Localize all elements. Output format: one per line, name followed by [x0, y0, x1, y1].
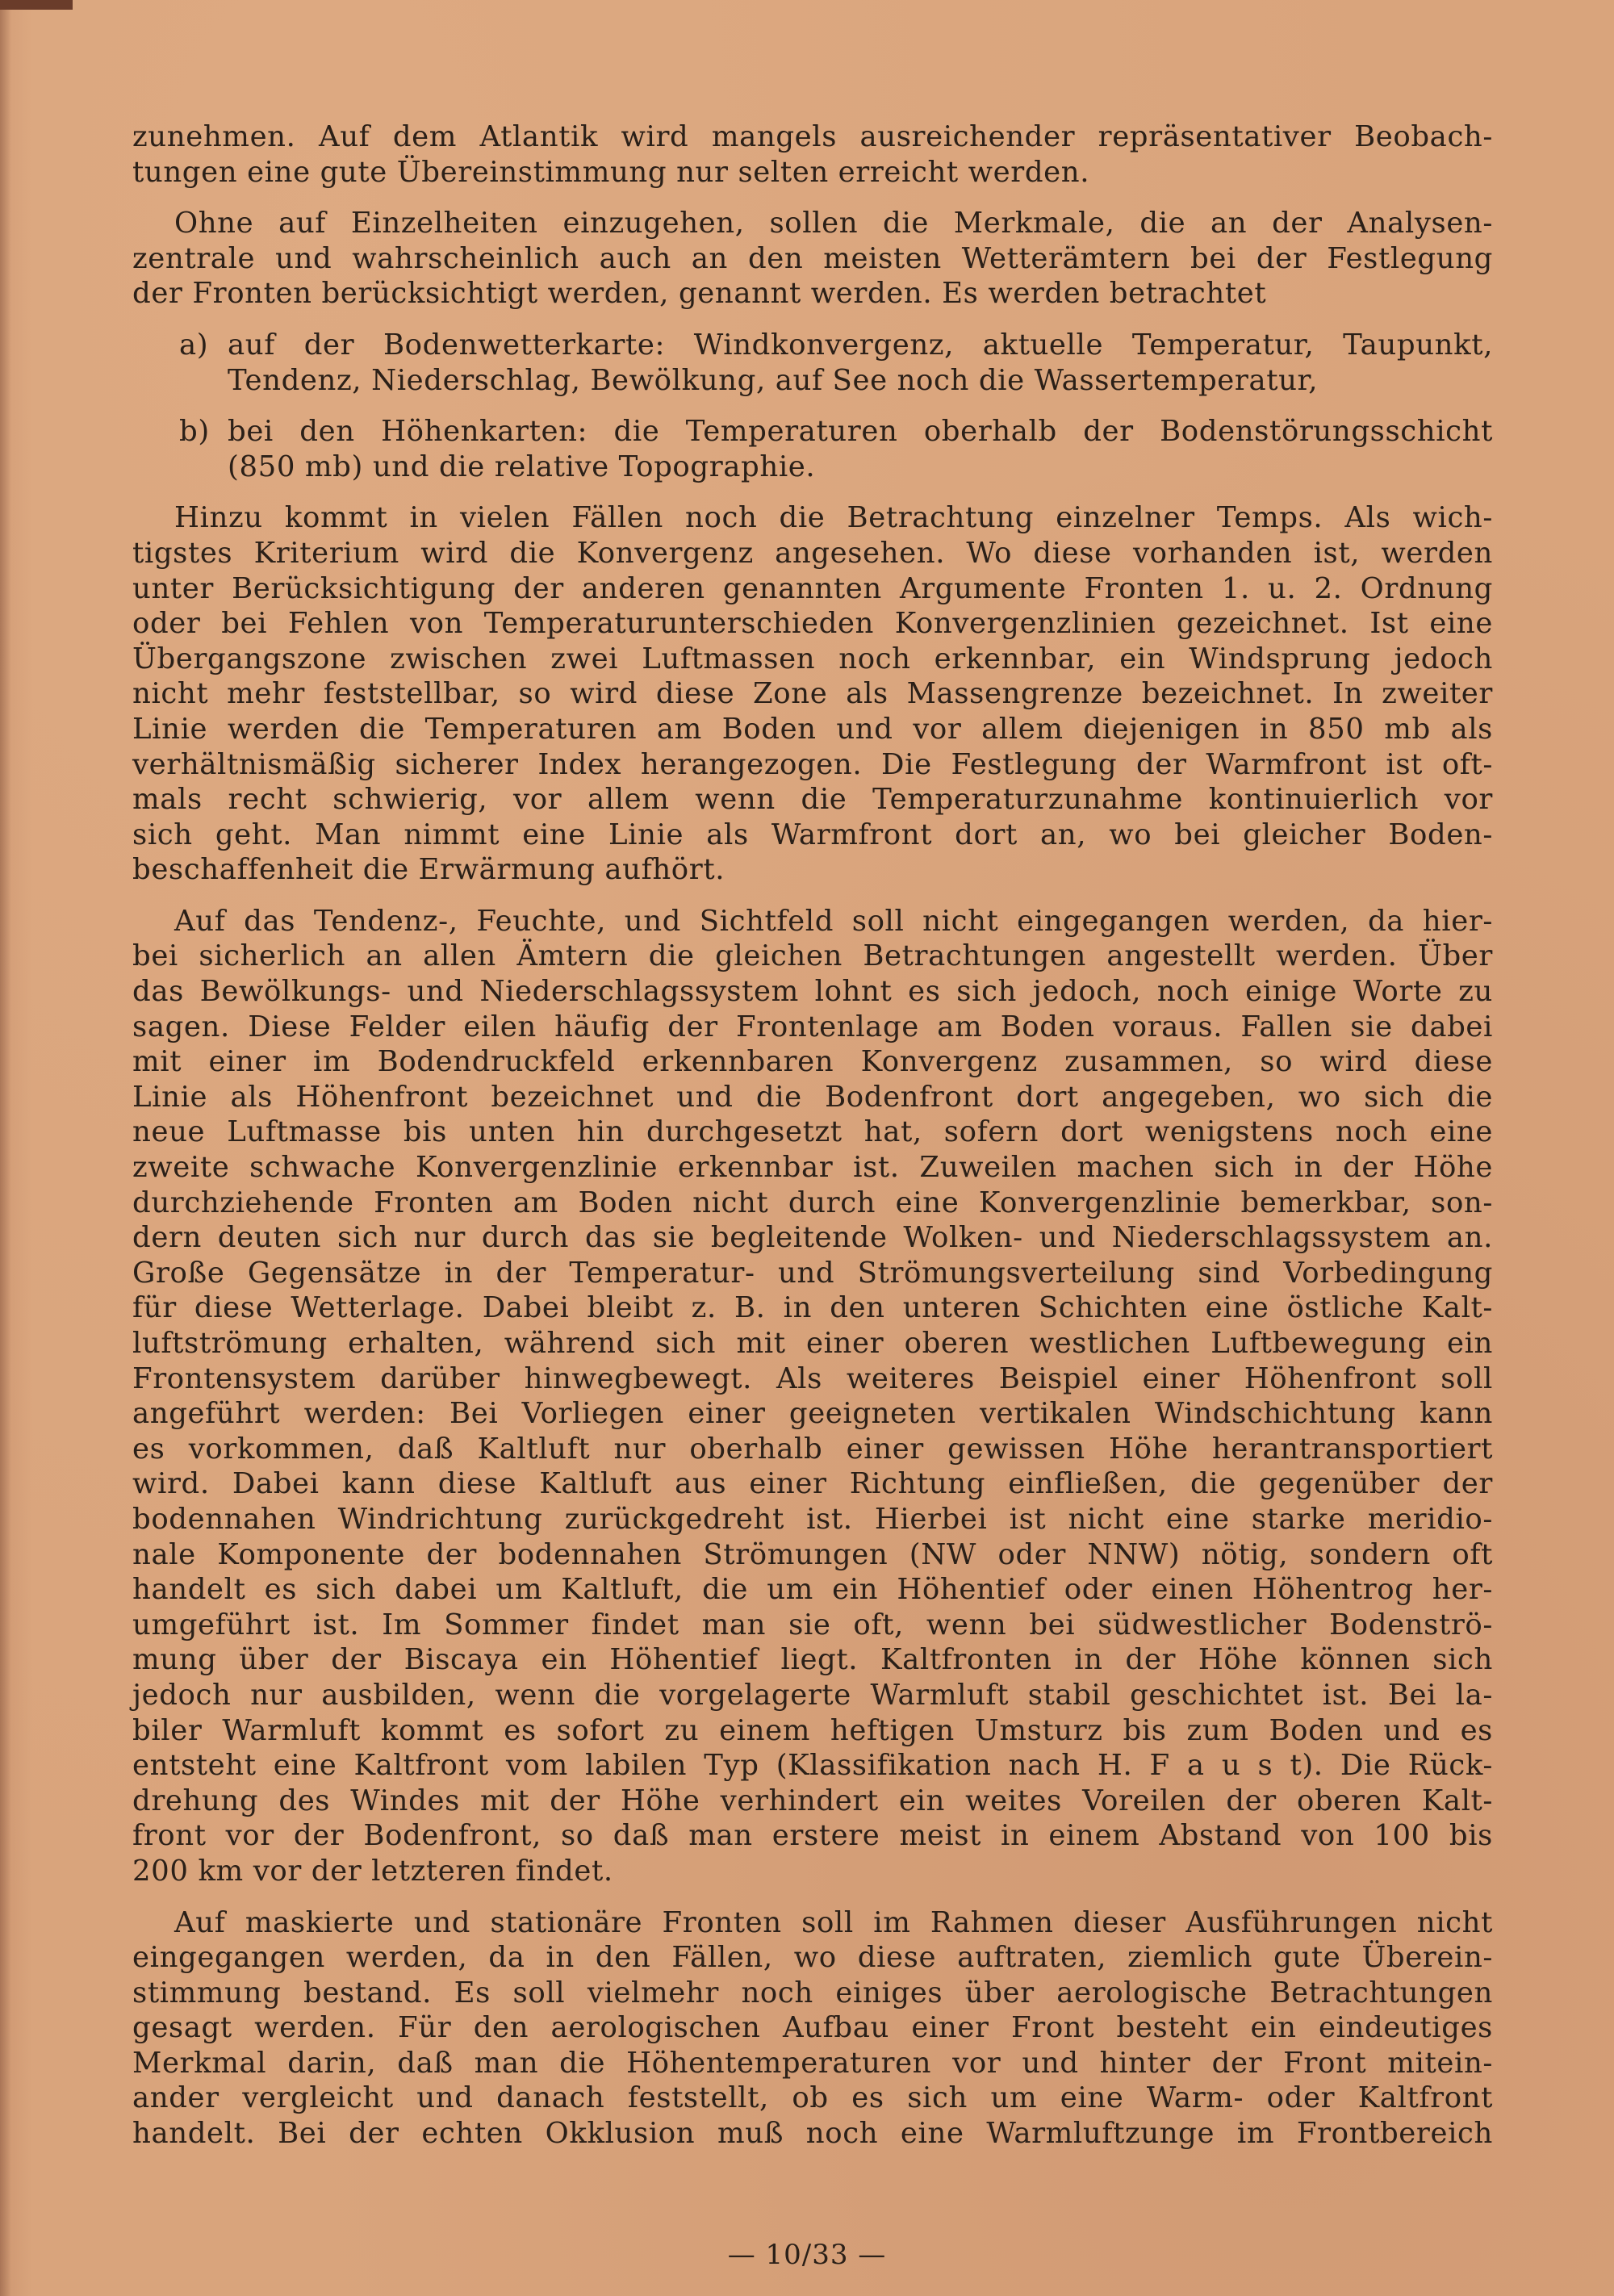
- text-line: es vorkommen, daß Kaltluft nur oberhalb einer gewissen Höhe herantransportiert: [132, 1432, 1493, 1466]
- text-line: handelt es sich dabei um Kaltluft, die um ein Höhentief oder einen Höhentrog her-: [132, 1573, 1493, 1607]
- text-line: dern deuten sich nur durch das sie begleitende Wolken- und Niederschlagssystem an.: [132, 1221, 1493, 1255]
- text-line: unter Berücksichtigung der anderen genannten Argumente Fronten 1. u. 2. Ordnung: [132, 571, 1493, 605]
- text-line: drehung des Windes mit der Höhe verhindert ein weites Voreilen der oberen Kalt-: [132, 1784, 1493, 1817]
- text-line: oder bei Fehlen von Temperaturunterschieden Konvergenzlinien gezeichnet. Ist eine: [132, 607, 1493, 641]
- text-line: gesagt werden. Für den aerologischen Aufbau einer Front besteht ein eindeutiges: [132, 2011, 1493, 2045]
- text-line: Linie als Höhenfront bezeichnet und die Bodenfront dort angegeben, wo sich die: [132, 1080, 1493, 1114]
- text-line: bodennahen Windrichtung zurückgedreht ist. Hierbei ist nicht eine starke meridio-: [132, 1502, 1493, 1536]
- text-line: zweite schwache Konvergenzlinie erkennbar ist. Zuweilen machen sich in der Höhe: [132, 1151, 1493, 1185]
- text-line: Auf maskierte und stationäre Fronten soll im Rahmen dieser Ausführungen nicht: [174, 1905, 1493, 1939]
- text-line: entsteht eine Kaltfront vom labilen Typ (Klassifikation nach H. F a u s t). Die Rück-: [132, 1749, 1493, 1783]
- text-line: angeführt werden: Bei Vorliegen einer geeigneten vertikalen Windschichtung kann: [132, 1397, 1493, 1431]
- text-line: tungen eine gute Übereinstimmung nur selten erreicht werden.: [132, 155, 1090, 189]
- text-line: Merkmal darin, daß man die Höhentemperaturen vor und hinter der Front mitein-: [132, 2046, 1493, 2080]
- text-line: handelt. Bei der echten Okklusion muß noch eine Warmluftzunge im Frontbereich: [132, 2117, 1493, 2151]
- paragraph-1: [132, 119, 1493, 190]
- text-line: sich geht. Man nimmt eine Linie als Warmfront dort an, wo bei gleicher Boden-: [132, 818, 1493, 851]
- text-line: eingegangen werden, da in den Fällen, wo diese auftraten, ziemlich gute Überein-: [132, 1941, 1493, 1975]
- text-line: Übergangszone zwischen zwei Luftmassen noch erkennbar, ein Windsprung jedoch: [132, 642, 1493, 675]
- text-line: umgeführt ist. Im Sommer findet man sie oft, wenn bei südwestlicher Bodenströ-: [132, 1608, 1493, 1641]
- text-line: nicht mehr feststellbar, so wird diese Zone als Massengrenze bezeichnet. In zweiter: [132, 677, 1493, 711]
- text-line: der Fronten berücksichtigt werden, genannt werden. Es werden betrachtet: [132, 277, 1267, 311]
- text-line: Auf das Tendenz-, Feuchte, und Sichtfeld soll nicht eingegangen werden, da hier-: [174, 904, 1493, 938]
- text-line: Frontensystem darüber hinwegbewegt. Als weiteres Beispiel einer Höhenfront soll: [132, 1361, 1493, 1395]
- text-line: Ohne auf Einzelheiten einzugehen, sollen die Merkmale, die an der Analysen-: [174, 207, 1493, 240]
- paragraph-3: [132, 500, 1493, 888]
- text-line: stimmung bestand. Es soll vielmehr noch einiges über aerologische Betrachtungen: [132, 1976, 1493, 2010]
- list-item-b: [132, 414, 1493, 484]
- text-line: für diese Wetterlage. Dabei bleibt z. B. in den unteren Schichten eine östliche Kalt-: [132, 1291, 1493, 1325]
- text-line: auf der Bodenwetterkarte: Windkonvergenz, aktuelle Temperatur, Taupunkt,: [228, 328, 1493, 362]
- text-line: neue Luftmasse bis unten hin durchgesetzt hat, sofern dort wenigstens noch eine: [132, 1115, 1493, 1149]
- text-line: Hinzu kommt in vielen Fällen noch die Betrachtung einzelner Temps. Als wich-: [174, 501, 1493, 535]
- list-marker: b): [179, 415, 210, 449]
- paragraph-5: [132, 1905, 1493, 2152]
- text-line: Linie werden die Temperaturen am Boden und vor allem diejenigen in 850 mb als: [132, 712, 1493, 746]
- text-line: jedoch nur ausbilden, wenn die vorgelagerte Warmluft stabil geschichtet ist. Bei la-: [132, 1678, 1493, 1712]
- text-line: bei sicherlich an allen Ämtern die gleichen Betrachtungen angestellt werden. Über: [132, 939, 1493, 973]
- text-line: zentrale und wahrscheinlich auch an den meisten Wetterämtern bei der Festlegung: [132, 241, 1493, 275]
- text-line: mung über der Biscaya ein Höhentief liegt. Kaltfronten in der Höhe können sich: [132, 1643, 1493, 1677]
- paragraph-2: [132, 206, 1493, 312]
- text-line: zunehmen. Auf dem Atlantik wird mangels ausreichender repräsentativer Beobach-: [132, 120, 1493, 153]
- text-line: ander vergleicht und danach feststellt, ob es sich um eine Warm- oder Kaltfront: [132, 2081, 1493, 2115]
- text-line: mals recht schwierig, vor allem wenn die Temperaturzunahme kontinuierlich vor: [132, 783, 1493, 817]
- text-line: front vor der Bodenfront, so daß man erstere meist in einem Abstand von 100 bis: [132, 1819, 1493, 1853]
- page-number: — 10/33 —: [727, 2239, 887, 2271]
- text-line: biler Warmluft kommt es sofort zu einem heftigen Umsturz bis zum Boden und es: [132, 1713, 1493, 1747]
- paragraph-4: [132, 904, 1493, 1889]
- page-corner-mark: [0, 0, 73, 10]
- text-line: beschaffenheit die Erwärmung aufhört.: [132, 853, 725, 887]
- page-edge-shadow: [0, 0, 11, 2296]
- text-line: wird. Dabei kann diese Kaltluft aus einer Richtung einfließen, die gegenüber der: [132, 1467, 1493, 1501]
- text-line: Tendenz, Niederschlag, Bewölkung, auf See noch die Wassertemperatur,: [228, 363, 1319, 397]
- document-body: [132, 119, 1493, 2152]
- text-line: Große Gegensätze in der Temperatur- und Strömungsverteilung sind Vorbedingung: [132, 1256, 1493, 1290]
- text-line: verhältnismäßig sicherer Index herangezogen. Die Festlegung der Warmfront ist oft-: [132, 747, 1493, 781]
- text-line: bei den Höhenkarten: die Temperaturen oberhalb der Bodenstörungsschicht: [228, 415, 1493, 449]
- list-item-a: [132, 328, 1493, 398]
- text-line: tigstes Kriterium wird die Konvergenz angesehen. Wo diese vorhanden ist, werden: [132, 536, 1493, 570]
- list-marker: a): [179, 328, 209, 362]
- text-line: nale Komponente der bodennahen Strömungen (NW oder NNW) nötig, sondern oft: [132, 1537, 1493, 1571]
- text-line: durchziehende Fronten am Boden nicht durch eine Konvergenzlinie bemerkbar, son-: [132, 1186, 1493, 1219]
- text-line: 200 km vor der letzteren findet.: [132, 1854, 613, 1888]
- text-line: luftströmung erhalten, während sich mit einer oberen westlichen Luftbewegung ein: [132, 1327, 1493, 1360]
- text-line: (850 mb) und die relative Topographie.: [228, 450, 816, 483]
- text-line: das Bewölkungs- und Niederschlagssystem lohnt es sich jedoch, noch einige Worte zu: [132, 975, 1493, 1009]
- text-line: sagen. Diese Felder eilen häufig der Frontenlage am Boden voraus. Fallen sie dabei: [132, 1010, 1493, 1043]
- text-line: mit einer im Bodendruckfeld erkennbaren Konvergenz zusammen, so wird diese: [132, 1045, 1493, 1079]
